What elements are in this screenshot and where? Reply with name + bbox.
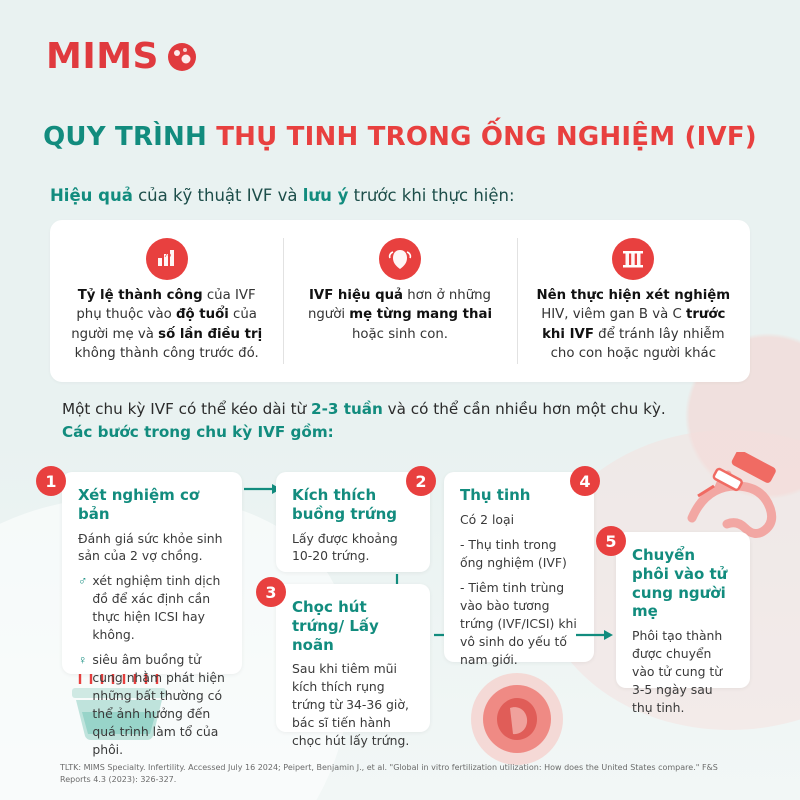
step-card-5 bbox=[616, 532, 750, 715]
female-symbol-icon: ♀ bbox=[78, 653, 88, 668]
note-line2: Các bước trong chu kỳ IVF gồm: bbox=[62, 422, 334, 441]
source-footnote: TLTK: MIMS Specialty. Infertility. Accessed July 16 2024; Peipert, Benjamin J., et al. "Global in vitro fertilization utilization: How does the United States compare." F&S Reports 4.3 (2023): 326-327. bbox=[60, 763, 718, 784]
step-number-4: 4 bbox=[570, 466, 600, 496]
subtitle-a: Hiệu quả bbox=[50, 186, 133, 205]
subtitle-b: của kỹ thuật IVF và bbox=[132, 186, 303, 205]
step-text-1-1: xét nghiệm tinh dịch đồ để xác định cần thực hiện ICSI hay không. bbox=[92, 573, 221, 643]
brand-name: MIMS bbox=[46, 36, 159, 77]
subtitle-d: trước khi thực hiện: bbox=[348, 186, 515, 205]
step-text-4-1: - Thụ tinh trong ống nghiệm (IVF) bbox=[460, 536, 567, 570]
fact-text-2: IVF hiệu quả hơn ở những người mẹ từng mang thai hoặc sinh con. bbox=[307, 288, 493, 342]
note-line1-highlight: 2-3 tuần bbox=[311, 400, 383, 418]
step-title-4: Thụ tinh bbox=[460, 486, 531, 504]
step-card-4 bbox=[444, 472, 594, 667]
step-number-5: 5 bbox=[596, 526, 626, 556]
page-title-part2: THỤ TINH TRONG ỐNG NGHIỆM (IVF) bbox=[216, 122, 757, 152]
step-card-1 bbox=[62, 472, 242, 758]
step-bullet-male bbox=[78, 572, 228, 644]
step-number-2: 2 bbox=[406, 466, 436, 496]
step-number-1: 1 bbox=[36, 466, 66, 496]
step-title-5: Chuyển phôi vào tử cung người mẹ bbox=[632, 546, 728, 621]
arrow-step4-step5 bbox=[576, 628, 614, 647]
step-bullet-female bbox=[78, 651, 228, 759]
note-line1-a: Một chu kỳ IVF có thể kéo dài từ bbox=[62, 400, 311, 418]
male-symbol-icon: ♂ bbox=[78, 574, 88, 589]
step-text-3-0: Sau khi tiêm mũi kích thích rụng trứng từ 34-36 giờ, bác sĩ tiến hành chọc hút lấy trứng. bbox=[292, 661, 410, 749]
fact-text-3: Nên thực hiện xét nghiệm HIV, viêm gan B và C trước khi IVF để tránh lây nhiễm cho con hoặc người khác bbox=[536, 288, 731, 361]
step-title-3: Chọc hút trứng/ Lấy noãn bbox=[292, 598, 379, 654]
step-title-2: Kích thích buồng trứng bbox=[292, 486, 398, 523]
svg-text:%: % bbox=[162, 250, 171, 260]
step-text-4-2: - Tiêm tinh trùng vào bào tương trứng (IVF/ICSI) khi vô sinh do yếu tố nam giới. bbox=[460, 579, 577, 667]
step-number-3: 3 bbox=[256, 577, 286, 607]
note-line1-b: và có thể cần nhiều hơn một chu kỳ. bbox=[382, 400, 666, 418]
step-text-4-0: Có 2 loại bbox=[460, 511, 515, 527]
page-title-part1: QUY TRÌNH bbox=[43, 122, 217, 152]
step-card-3 bbox=[276, 584, 430, 749]
step-text-1-2: siêu âm buồng tử cung nhằm phát hiện những bất thường có thể ảnh hưởng đến quá trình làm tổ của phôi. bbox=[92, 652, 225, 758]
step-text-2-0: Lấy được khoảng 10-20 trứng. bbox=[292, 530, 398, 564]
step-text-5-0: Phôi tạo thành được chuyển vào tử cung từ 3-5 ngày sau thụ tinh. bbox=[632, 628, 723, 715]
fact-text-1: Tỷ lệ thành công của IVF phụ thuộc vào độ tuổi của người mẹ và số lần điều trị không thành công trước đó. bbox=[71, 288, 263, 361]
step-title-1: Xét nghiệm cơ bản bbox=[78, 486, 200, 523]
step-text-1-0: Đánh giá sức khỏe sinh sản của 2 vợ chồng. bbox=[78, 530, 223, 564]
subtitle-c: lưu ý bbox=[302, 186, 349, 205]
